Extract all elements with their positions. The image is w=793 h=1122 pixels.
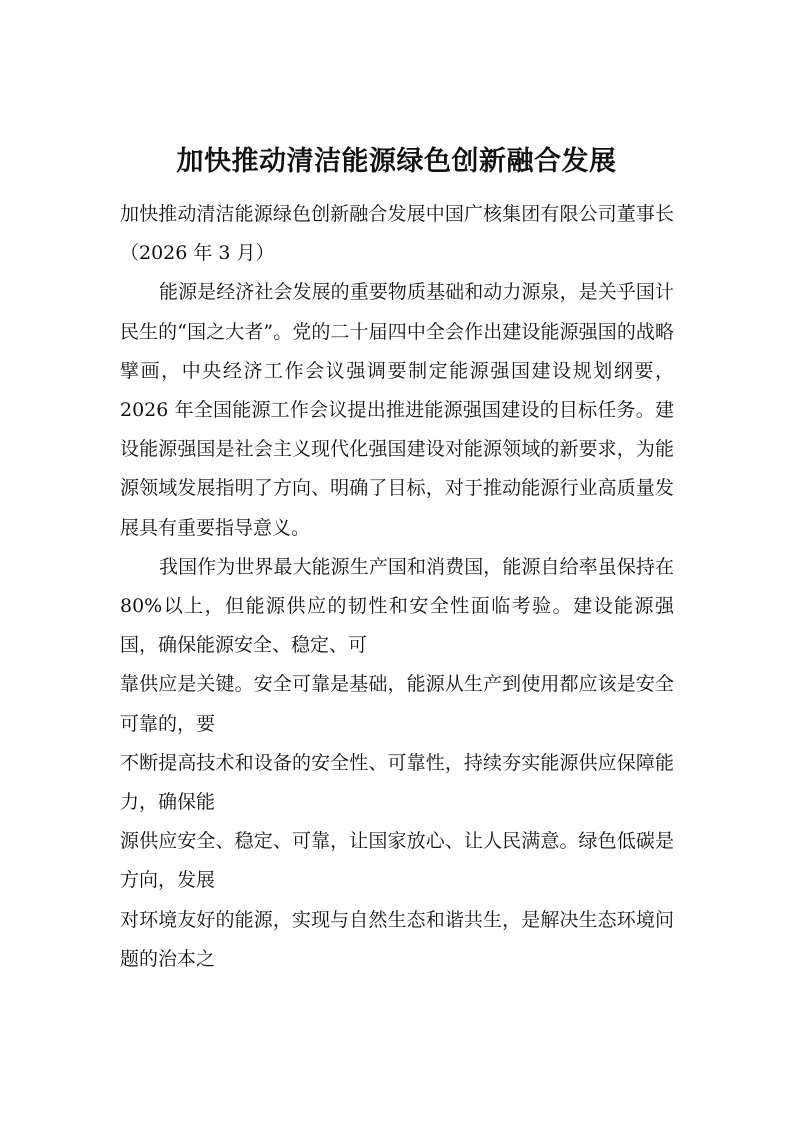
- paragraph-fragment-1: 靠供应是关键。安全可靠是基础，能源从生产到使用都应该是安全可靠的，要: [120, 673, 674, 735]
- document-body: [120, 195, 674, 979]
- paragraph-byline: 加快推动清洁能源绿色创新融合发展中国广核集团有限公司董事长（2026 年 3 月）: [120, 203, 674, 265]
- document-title: 加快推动清洁能源绿色创新融合发展: [176, 146, 617, 178]
- paragraph-fragment-2: 不断提高技术和设备的安全性、可靠性，持续夯实能源供应保障能力，确保能: [120, 751, 674, 814]
- paragraph-energy-security: 我国作为世界最大能源生产国和消费国，能源自给率虽保持在 80%以上，但能源供应的韧性和安全性面临考验。建设能源强国，确保能源安全、稳定、可: [120, 555, 674, 657]
- paragraph-fragment-3: 源供应安全、稳定、可靠，让国家放心、让人民满意。绿色低碳是方向，发展: [120, 830, 674, 892]
- paragraph-intro: 能源是经济社会发展的重要物质基础和动力源泉，是关乎国计民生的“国之大者”。党的二十届四中全会作出建设能源强国的战略擘画，中央经济工作会议强调要制定能源强国建设规划纲要，2026 年全国能源工作会议提出推进能源强国建设的目标任务。建设能源强国是社会主义现代化强国建设对能源领域的新要求，为能源领域发展指明了方向、明确了目标，对于推动能源行业高质量发展具有重要指导意义。: [120, 281, 674, 539]
- paragraph-fragment-4: 对环境友好的能源，实现与自然生态和谐共生，是解决生态环境问题的治本之: [120, 908, 674, 970]
